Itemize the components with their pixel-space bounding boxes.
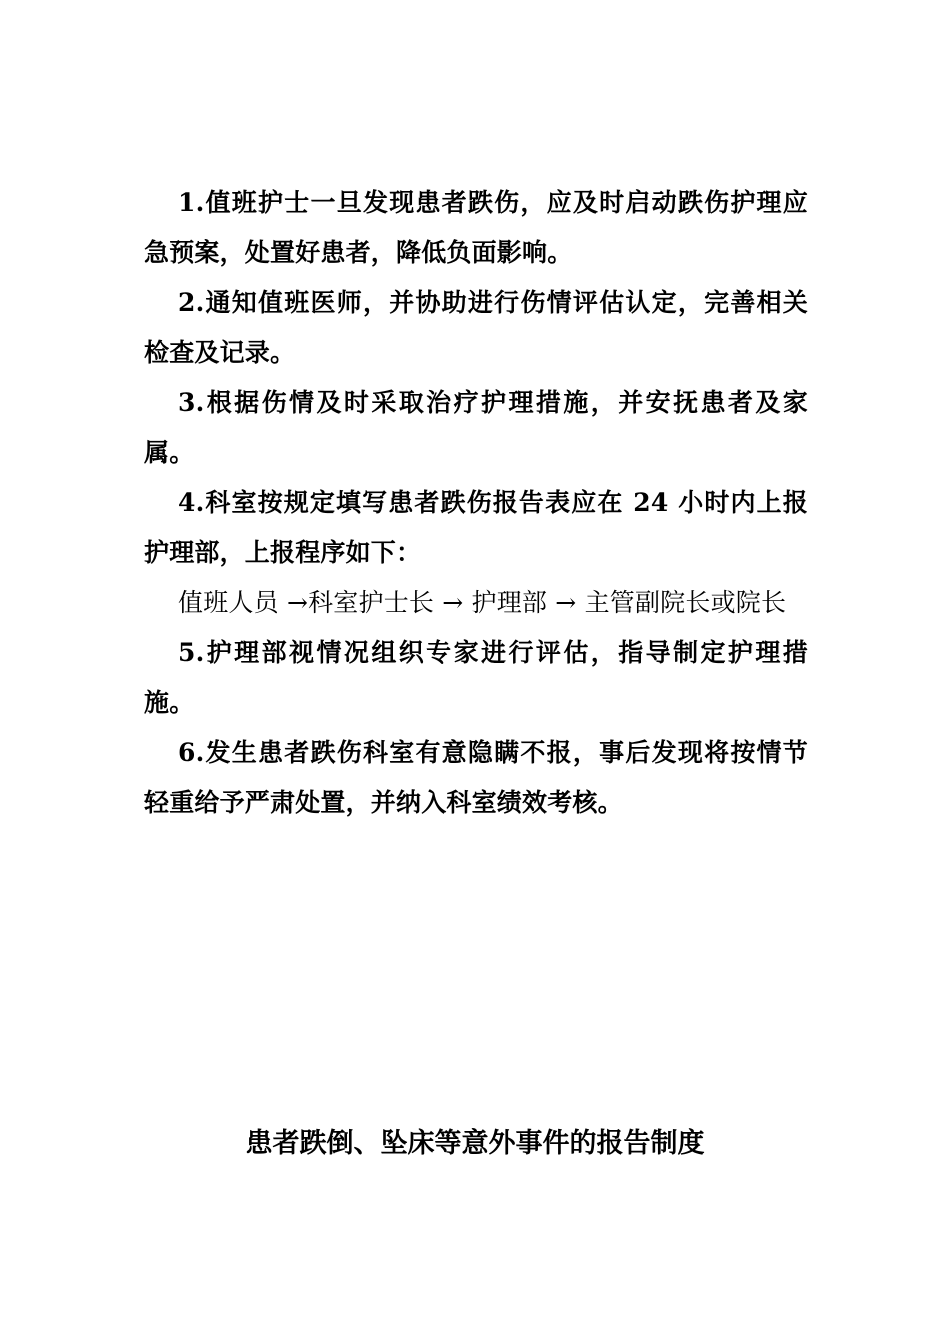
paragraph-4: 4.科室按规定填写患者跌伤报告表应在 24 小时内上报护理部，上报程序如下：	[144, 488, 808, 567]
paragraph-5: 5.护理部视情况组织专家进行评估，指导制定护理措施。	[144, 638, 808, 717]
paragraph-6: 6.发生患者跌伤科室有意隐瞒不报，事后发现将按情节轻重给予严肃处置，并纳入科室绩效考核。	[144, 738, 808, 817]
paragraph-2: 2.通知值班医师，并协助进行伤情评估认定，完善相关检查及记录。	[144, 288, 808, 367]
report-flow-line: 值班人员 →科室护士长 → 护理部 → 主管副院长或院长	[178, 588, 787, 617]
section-title: 患者跌倒、坠床等意外事件的报告制度	[245, 1128, 705, 1159]
document-body	[144, 178, 808, 828]
paragraph-1: 1.值班护士一旦发现患者跌伤，应及时启动跌伤护理应急预案，处置好患者，降低负面影响。	[144, 188, 808, 267]
paragraph-3: 3.根据伤情及时采取治疗护理措施，并安抚患者及家属。	[144, 388, 808, 467]
